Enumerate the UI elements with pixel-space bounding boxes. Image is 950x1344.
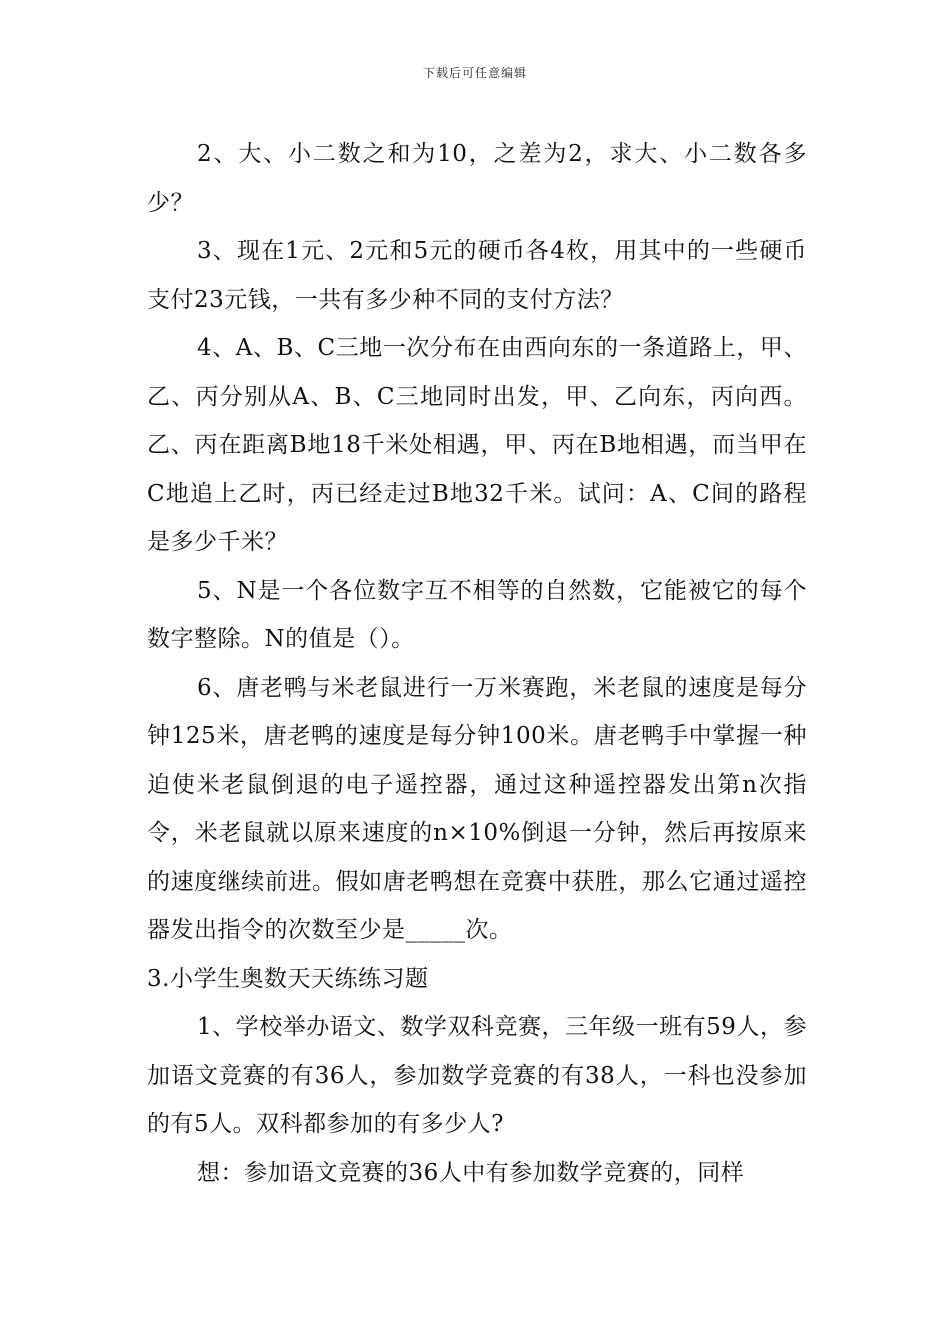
page-header: 下载后可任意编辑 [422, 66, 527, 80]
section-heading: 3.小学生奥数天天练练习题 [147, 965, 429, 992]
problem-3-paragraph: 3、现在1元、2元和5元的硬币各4枚，用其中的一些硬币支付23元钱，一共有多少种不同的支付方法？ [147, 238, 807, 313]
problem-4-paragraph: 4、A、B、C三地一次分布在由西向东的一条道路上，甲、乙、丙分别从A、B、C三地同时出发，甲、乙向东，丙向西。乙、丙在距离B地18千米处相遇，甲、丙在B地相遇，而当甲在C地追上乙时，丙已经走过B地32千米。试问：A、C间的路程是多少千米？ [147, 335, 807, 555]
problem-2-paragraph: 2、大、小二数之和为10，之差为2，求大、小二数各多少？ [147, 141, 807, 216]
solution-thought-paragraph: 想：参加语文竞赛的36人中有参加数学竞赛的，同样 [197, 1159, 745, 1186]
problem-6-paragraph: 6、唐老鸭与米老鼠进行一万米赛跑，米老鼠的速度是每分钟125米，唐老鸭的速度是每分钟100米。唐老鸭手中掌握一种迫使米老鼠倒退的电子遥控器，通过这种遥控器发出第n次指令，米老鼠就以原来速度的n×10%倒退一分钟，然后再按原来的速度继续前进。假如唐老鸭想在竞赛中获胜，那么它通过遥控器发出指令的次数至少是_____次。 [147, 674, 807, 943]
problem-5-paragraph: 5、N是一个各位数字互不相等的自然数，它能被它的每个数字整除。N的值是（）。 [147, 577, 807, 652]
exercise-1-paragraph: 1、学校举办语文、数学双科竞赛，三年级一班有59人，参加语文竞赛的有36人，参加数学竞赛的有38人，一科也没参加的有5人。双科都参加的有多少人? [147, 1014, 807, 1137]
document-body [147, 130, 807, 1197]
